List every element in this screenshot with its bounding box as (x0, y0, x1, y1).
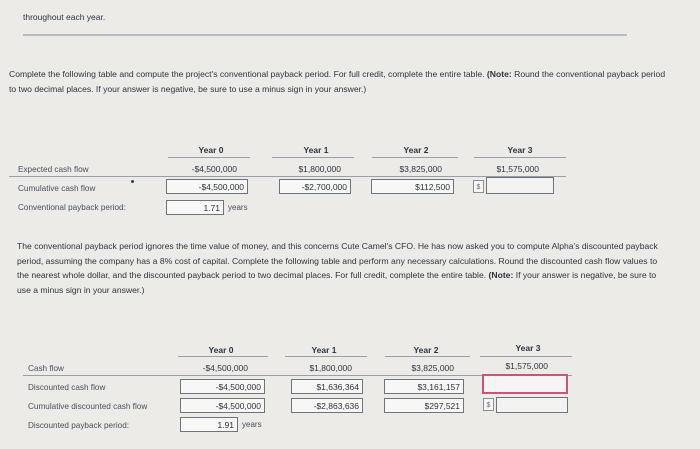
t1-label-cumulative: Cumulative cash flow (18, 184, 96, 193)
t1-header-year1: Year 1 (303, 145, 329, 155)
question1-note-label: (Note: (486, 69, 512, 79)
t2-cumulative-year1-input[interactable]: -$2,863,636 (291, 398, 363, 413)
t1-cumulative-year2-input[interactable]: $112,500 (371, 179, 454, 194)
t1-expected-year3: $1,575,000 (496, 164, 539, 174)
t2-cash-year2: $3,825,000 (411, 363, 454, 373)
t1-header-year2: Year 2 (403, 145, 429, 155)
t2-label-cumulative-discounted: Cumulative discounted cash flow (28, 402, 148, 411)
t1-expected-year1: $1,800,000 (298, 164, 341, 174)
t2-header-year0: Year 0 (208, 345, 234, 355)
t1-header-rule-1 (272, 157, 354, 158)
t1-row-rule (9, 176, 566, 177)
t1-label-payback: Conventional payback period: (18, 203, 126, 212)
t2-header-rule-1 (285, 356, 367, 357)
t1-marker-dot (131, 180, 134, 183)
t1-cumulative-year0-input[interactable]: -$4,500,000 (166, 179, 248, 194)
t2-label-discounted: Discounted cash flow (28, 383, 106, 392)
t1-expected-year0: -$4,500,000 (191, 164, 237, 174)
t1-label-expected-cash-flow: Expected cash flow (18, 165, 89, 174)
question1-note-text: Round the conventional payback period to two decimal places. If your answer is negative, be sure to use a minus sign in your answer.) (9, 69, 666, 94)
t1-cumulative-year3-input[interactable] (486, 177, 554, 194)
t1-payback-unit: years (228, 203, 248, 212)
t1-cumulative-year1-input[interactable]: -$2,700,000 (279, 179, 351, 194)
t1-header-rule-0 (168, 157, 250, 158)
t2-header-year1: Year 1 (311, 345, 337, 355)
t2-header-year2: Year 2 (413, 345, 439, 355)
t2-label-discounted-payback: Discounted payback period: (28, 421, 130, 430)
t2-cumulative-year2-input[interactable]: $297,521 (384, 398, 464, 413)
t2-cumulative-year3-input[interactable] (496, 397, 568, 413)
question2-instruction (17, 239, 667, 297)
t1-header-rule-3 (474, 157, 566, 158)
section-divider (23, 34, 627, 36)
t2-header-rule-3 (480, 356, 572, 357)
t2-header-rule-0 (178, 356, 268, 357)
t2-header-year3: Year 3 (515, 343, 541, 353)
question2-text: The conventional payback period ignores the time value of money, and this concerns Cute Camel's CFO. He has now asked you to compute Alpha's discounted payback period, assuming the company has a 8% cost of capital. Complete the following table and perform any necessary calculations. Round the discounted cash flow values to the nearest whole dollar, and the discounted payback period to two decimal places. For full credit, complete the entire table. (17, 241, 658, 280)
t1-dollar-icon: $ (473, 180, 484, 193)
t1-header-year0: Year 0 (198, 145, 224, 155)
question1-text: Complete the following table and compute the project's conventional payback period. For full credit, complete the entire table. (9, 69, 487, 79)
question1-instruction (9, 67, 669, 96)
t2-cash-year3: $1,575,000 (505, 361, 548, 371)
t2-dollar-icon: $ (483, 398, 494, 411)
t2-discounted-year2-input[interactable]: $3,161,157 (384, 379, 464, 394)
t1-header-rule-2 (372, 157, 458, 158)
intro-text: throughout each year. (23, 12, 106, 22)
t2-cash-year0: -$4,500,000 (202, 363, 248, 373)
t2-payback-unit: years (242, 420, 262, 429)
t2-discounted-year3-input[interactable] (482, 374, 568, 394)
t2-header-rule-2 (385, 356, 470, 357)
t2-discounted-year0-input[interactable]: -$4,500,000 (180, 379, 265, 394)
question2-note-text: If your answer is negative, be sure to use a minus sign in your answer.) (17, 270, 657, 295)
t1-expected-year2: $3,825,000 (399, 164, 442, 174)
t1-payback-input[interactable]: 1.71 (166, 200, 224, 215)
t2-discounted-year1-input[interactable]: $1,636,364 (291, 379, 363, 394)
t2-cash-year1: $1,800,000 (309, 363, 352, 373)
question2-note-label: (Note: (488, 270, 514, 280)
t2-label-cash-flow: Cash flow (28, 364, 64, 373)
t1-header-year3: Year 3 (507, 145, 533, 155)
t2-payback-input[interactable]: 1.91 (180, 417, 238, 432)
t2-cumulative-year0-input[interactable]: -$4,500,000 (180, 398, 265, 413)
